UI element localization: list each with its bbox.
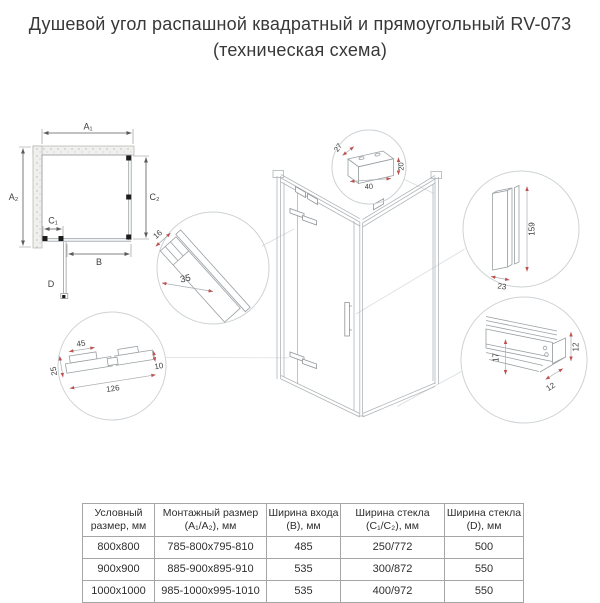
iso-right-wall-bracket	[431, 172, 442, 179]
iso-bottom-rail-right	[363, 383, 435, 417]
dim-label-a1: A₁	[83, 121, 93, 132]
bracket-dim-depth: 27	[331, 141, 345, 154]
cell-entry: 485	[267, 537, 341, 559]
cell-entry: 535	[267, 581, 341, 603]
bottom-rail-dim-depth: 12	[544, 380, 557, 394]
detail-bottom-rail-circle	[461, 297, 587, 423]
table-row	[83, 537, 524, 559]
cell-glass-d: 500	[445, 537, 524, 559]
cell-glass-c: 250/772	[341, 537, 445, 559]
iso-top-rail-left	[281, 175, 360, 227]
cell-glass-c: 300/872	[341, 559, 445, 581]
col-header-entry-width: Ширина входа (B), мм	[267, 504, 341, 537]
handle-dim-width: 23	[496, 281, 507, 292]
iso-top-rail-right	[363, 176, 435, 228]
hinge-dim-height: 25	[48, 366, 60, 377]
size-table-header	[83, 504, 524, 537]
hinge-dim-plate-width: 45	[75, 338, 87, 349]
table-row	[83, 581, 524, 603]
cell-glass-c: 400/972	[341, 581, 445, 603]
detail-hinge	[45, 312, 167, 420]
cell-mounting: 985-1000x995-1010	[155, 581, 267, 603]
detail-top-bracket	[332, 130, 406, 204]
size-table	[82, 503, 524, 603]
wall-profile-dim-depth: 16	[151, 228, 165, 241]
handle-dim-height: 159	[527, 222, 537, 236]
plan-view	[9, 122, 160, 299]
detail-wall-profile	[148, 212, 269, 327]
cell-nominal: 900x900	[83, 559, 155, 581]
bottom-rail-dim-height: 17	[491, 353, 501, 362]
iso-door-handle	[345, 303, 352, 337]
bracket-dim-height: 20	[396, 162, 406, 171]
plan-wall-left	[33, 146, 42, 248]
cell-entry: 535	[267, 559, 341, 581]
plan-open-door	[64, 242, 67, 294]
col-header-glass-width-c: Ширина стекла (C₁/C₂), мм	[341, 504, 445, 537]
iso-hinges	[290, 209, 317, 369]
detail-handle-circle	[463, 171, 579, 287]
dim-label-a2: A₂	[8, 192, 19, 202]
detail-bottom-rail	[461, 297, 587, 423]
hinge-dim-length: 126	[105, 383, 121, 395]
col-header-nominal-size: Условный размер, мм	[83, 504, 155, 537]
cell-glass-d: 550	[445, 581, 524, 603]
title-line-2: (техническая схема)	[212, 39, 388, 60]
iso-bottom-rail-left	[281, 376, 360, 418]
iso-front-corner-post	[360, 222, 363, 416]
wall-profile-dim-width: 35	[179, 272, 192, 286]
iso-left-post	[277, 176, 281, 379]
detail-handle	[463, 171, 579, 292]
cell-mounting: 785-800x795-810	[155, 537, 267, 559]
title-line-1: Душевой угол распашной квадратный и прямоугольный RV-073	[28, 14, 572, 34]
cell-glass-d: 550	[445, 559, 524, 581]
col-header-glass-width-d: Ширина стекла (D), мм	[445, 504, 524, 537]
cell-nominal: 1000x1000	[83, 581, 155, 603]
isometric-view	[273, 171, 442, 418]
iso-right-post	[435, 177, 439, 384]
plan-wall-top	[33, 146, 134, 155]
dim-label-d: D	[47, 279, 55, 289]
table-row	[83, 559, 524, 581]
hinge-dim-glass: 10	[153, 361, 165, 372]
dim-label-c1: C₁	[48, 215, 58, 226]
iso-left-wall-bracket	[273, 171, 284, 178]
dim-label-b: B	[95, 257, 103, 267]
cell-nominal: 800x800	[83, 537, 155, 559]
col-header-mounting-size: Монтажный размер (A₁/A₂), мм	[155, 504, 267, 537]
bottom-rail-dim-side: 12	[571, 342, 581, 352]
cell-mounting: 885-900x895-910	[155, 559, 267, 581]
plan-connectors	[43, 156, 132, 299]
bracket-dim-width: 40	[364, 181, 374, 192]
dim-label-c2: C₂	[149, 192, 160, 202]
